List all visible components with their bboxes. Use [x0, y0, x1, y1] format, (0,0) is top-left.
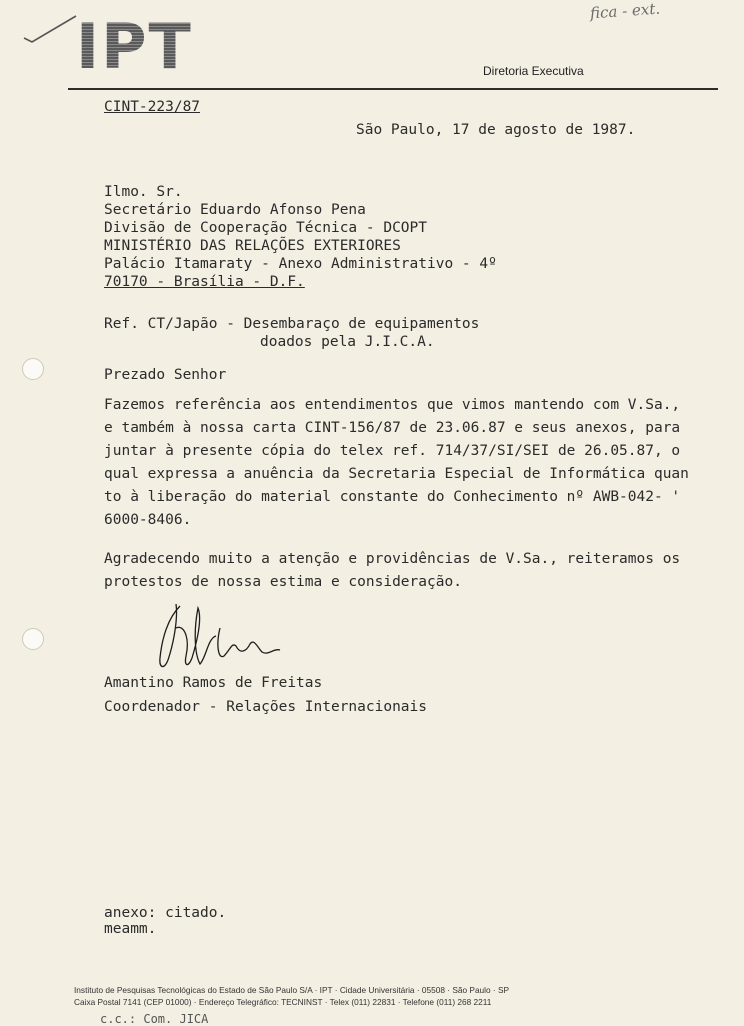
ipt-logo: [74, 14, 194, 72]
subject-line: Ref. CT/Japão - Desembaraço de equipamentos: [104, 316, 480, 332]
place-date: São Paulo, 17 de agosto de 1987.: [356, 122, 636, 138]
recipient-line: MINISTÉRIO DAS RELAÇÕES EXTERIORES: [104, 238, 401, 254]
body-line: qual expressa a anuência da Secretaria Especial de Informática quan: [104, 466, 689, 482]
salutation: Prezado Senhor: [104, 367, 227, 383]
body-line: 6000-8406.: [104, 512, 192, 528]
signatory-title: Coordenador - Relações Internacionais: [104, 699, 428, 715]
closing-line: protestos de nossa estima e consideração.: [104, 574, 462, 590]
logo-text: IPT: [76, 14, 193, 72]
punch-hole: [22, 628, 44, 650]
department-label: Diretoria Executiva: [483, 64, 584, 78]
recipient-line: Secretário Eduardo Afonso Pena: [104, 202, 366, 218]
header-rule: [68, 88, 718, 90]
subject-line: doados pela J.I.C.A.: [260, 334, 435, 350]
closing-line: Agradecendo muito a atenção e providências de V.Sa., reiteramos os: [104, 551, 681, 567]
reference-code: CINT-223/87: [104, 99, 201, 115]
punch-hole: [22, 358, 44, 380]
enclosure-note: anexo: citado.: [104, 905, 227, 921]
cc-line: c.c.: Com. JICA: [100, 1012, 209, 1026]
signatory-name: Amantino Ramos de Freitas: [104, 675, 323, 691]
recipient-line: Palácio Itamaraty - Anexo Administrativo - 4º: [104, 256, 497, 272]
typist-initials: meamm.: [104, 921, 157, 937]
recipient-line: 70170 - Brasília - D.F.: [104, 274, 305, 290]
body-line: e também à nossa carta CINT-156/87 de 23.06.87 e seus anexos, para: [104, 420, 681, 436]
footer-line: Instituto de Pesquisas Tecnológicas do Estado de São Paulo S/A · IPT · Cidade Universitária · 05508 · São Paulo · SP: [74, 985, 510, 995]
recipient-line: Ilmo. Sr.: [104, 184, 183, 200]
body-line: juntar à presente cópia do telex ref. 714/37/SI/SEI de 26.05.87, o: [104, 443, 681, 459]
footer-line: Caixa Postal 7141 (CEP 01000) · Endereço Telegráfico: TECNINST · Telex (011) 22831 · Telefone (011) 268 2211: [74, 997, 492, 1007]
handwritten-note: fica - ext.: [589, 0, 661, 23]
body-line: Fazemos referência aos entendimentos que vimos mantendo com V.Sa.,: [104, 397, 681, 413]
body-line: to à liberação do material constante do Conhecimento nº AWB-042- ': [104, 489, 681, 505]
check-mark: [20, 14, 80, 44]
signature: [150, 598, 290, 683]
recipient-line: Divisão de Cooperação Técnica - DCOPT: [104, 220, 428, 236]
